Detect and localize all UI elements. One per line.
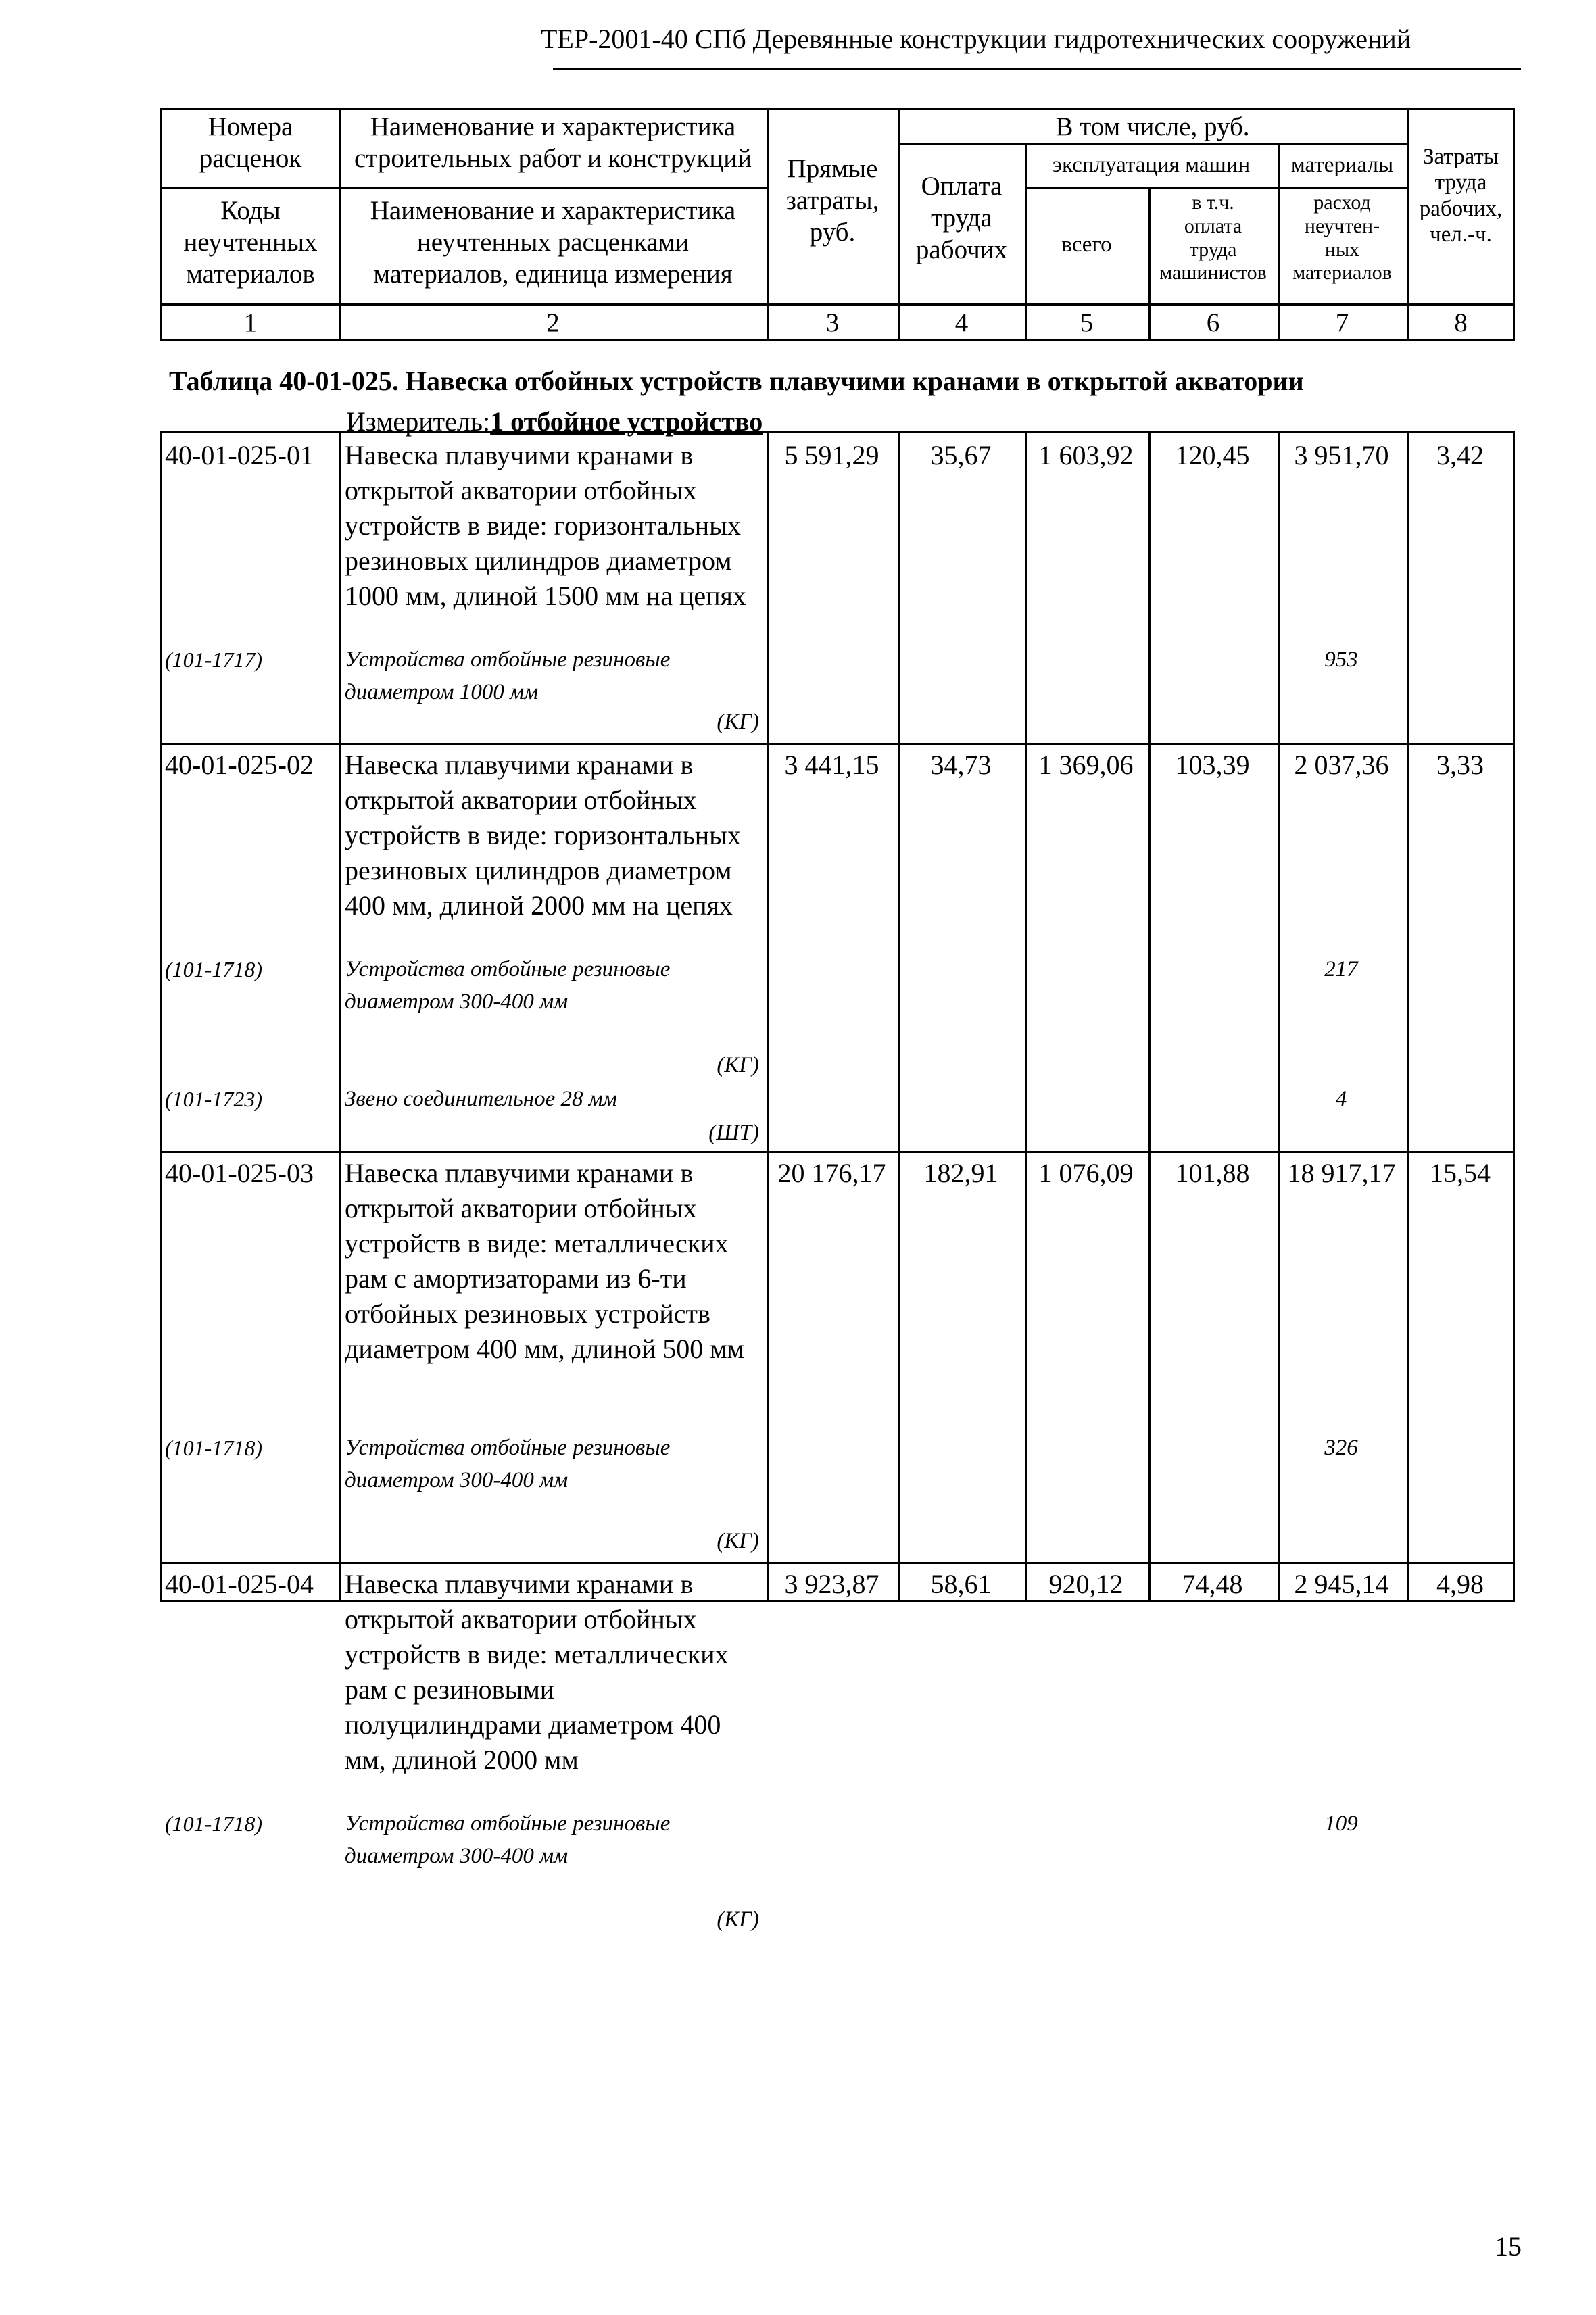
colnum-3: 3 xyxy=(825,308,840,337)
desc-line: Навеска плавучими кранами в xyxy=(345,1158,694,1188)
running-head: ТЕР-2001-40 СПб Деревянные конструкции гидротехнических сооружений xyxy=(541,24,1411,54)
col1-top-line1: Номера xyxy=(208,112,293,141)
material-desc-line: диаметром 300-400 мм xyxy=(345,1468,569,1492)
labor-cost: 182,91 xyxy=(923,1158,998,1188)
machinist-labor-cost: 120,45 xyxy=(1175,440,1250,470)
row-description xyxy=(345,1156,744,1367)
row-description xyxy=(345,748,741,923)
col8-line1: Затраты xyxy=(1422,145,1499,169)
col6-line4: машинистов xyxy=(1159,262,1267,285)
material-unit: (КГ) xyxy=(717,1907,759,1932)
colnum-5: 5 xyxy=(1080,308,1094,337)
desc-line: открытой акватории отбойных xyxy=(345,785,697,815)
material-qty: 109 xyxy=(1324,1811,1358,1836)
col2-bottom-line2: неучтенных расценками xyxy=(416,227,690,257)
desc-line: 1000 мм, длиной 1500 мм на цепях xyxy=(345,581,746,611)
row-code: 40-01-025-03 xyxy=(165,1158,314,1188)
machine-cost: 920,12 xyxy=(1048,1569,1123,1599)
material-desc-line: диаметром 300-400 мм xyxy=(345,990,569,1014)
machine-cost: 1 603,92 xyxy=(1038,440,1134,470)
col1-bottom-line2: неучтенных xyxy=(183,227,318,257)
col6-line2: оплата xyxy=(1184,214,1242,237)
row-code: 40-01-025-02 xyxy=(165,750,314,780)
material-desc-line: Звено соединительное 28 мм xyxy=(345,1087,617,1111)
material-code: (101-1718) xyxy=(165,1436,262,1460)
labor-cost: 34,73 xyxy=(930,750,992,780)
material-unit: (КГ) xyxy=(717,1053,759,1077)
unit-value: 1 отбойное устройство xyxy=(490,406,763,437)
col8-line2: труда xyxy=(1434,170,1487,195)
desc-line: устройств в виде: горизонтальных xyxy=(345,510,741,541)
col1-bottom-line3: материалов xyxy=(186,259,315,289)
labor-hours: 3,33 xyxy=(1436,750,1484,780)
desc-line: мм, длиной 2000 мм xyxy=(345,1745,579,1775)
desc-line: Навеска плавучими кранами в xyxy=(345,1569,694,1599)
machinist-labor-cost: 74,48 xyxy=(1182,1569,1243,1599)
labor-cost: 58,61 xyxy=(930,1569,992,1599)
material-code: (101-1723) xyxy=(165,1087,262,1111)
material-description xyxy=(345,953,670,1018)
table-title: Таблица 40-01-025. Навеска отбойных устройств плавучими кранами в открытой акватории xyxy=(169,366,1304,396)
material-description xyxy=(345,1083,617,1115)
col3-line3: руб. xyxy=(809,217,856,247)
col1-bottom-line1: Коды xyxy=(220,196,281,225)
material-code: (101-1718) xyxy=(165,957,262,981)
material-qty: 217 xyxy=(1324,957,1358,981)
col7-line3: ных xyxy=(1324,238,1360,261)
col2-top-line1: Наименование и характеристика xyxy=(370,112,736,141)
col8-line4: чел.-ч. xyxy=(1430,222,1492,247)
row-description xyxy=(345,438,746,614)
materials-header: материалы xyxy=(1290,153,1394,177)
material-description xyxy=(345,643,670,708)
desc-line: устройств в виде: горизонтальных xyxy=(345,820,741,850)
col7-line4: материалов xyxy=(1292,262,1392,285)
column-header xyxy=(160,108,1515,341)
material-desc-line: Устройства отбойные резиновые xyxy=(345,1811,671,1836)
colnum-7: 7 xyxy=(1335,308,1349,337)
material-desc-line: диаметром 300-400 мм xyxy=(345,1844,569,1868)
colnum-1: 1 xyxy=(243,308,258,337)
colnum-8: 8 xyxy=(1454,308,1468,337)
materials-cost: 18 917,17 xyxy=(1287,1158,1396,1188)
desc-line: 400 мм, длиной 2000 мм на цепях xyxy=(345,890,733,921)
materials-cost: 2 037,36 xyxy=(1294,750,1389,780)
col2-bottom-line3: материалов, единица измерения xyxy=(373,259,733,289)
desc-line: резиновых цилиндров диаметром xyxy=(345,855,732,885)
material-qty: 4 xyxy=(1335,1087,1347,1111)
material-description xyxy=(345,1432,670,1496)
labor-hours: 15,54 xyxy=(1430,1158,1491,1188)
desc-line: открытой акватории отбойных xyxy=(345,1604,697,1634)
col4-line1: Оплата xyxy=(921,172,1002,201)
desc-line: Навеска плавучими кранами в xyxy=(345,750,694,780)
col4-line3: рабочих xyxy=(915,235,1008,264)
material-desc-line: Устройства отбойные резиновые xyxy=(345,648,671,672)
desc-line: устройств в виде: металлических xyxy=(345,1639,729,1670)
machines-header: эксплуатация машин xyxy=(1052,153,1251,177)
material-description xyxy=(345,1807,670,1872)
col3-line2: затраты, xyxy=(785,185,879,215)
labor-hours: 4,98 xyxy=(1436,1569,1484,1599)
unit-label: Измеритель: xyxy=(346,406,491,437)
material-code: (101-1717) xyxy=(165,648,262,672)
materials-cost: 3 951,70 xyxy=(1294,440,1389,470)
colnum-6: 6 xyxy=(1206,308,1220,337)
machine-cost: 1 369,06 xyxy=(1038,750,1134,780)
direct-cost: 20 176,17 xyxy=(777,1158,886,1188)
material-unit: (ШТ) xyxy=(708,1121,759,1145)
row-code: 40-01-025-01 xyxy=(165,440,314,470)
material-code: (101-1718) xyxy=(165,1811,262,1836)
col6-line1: в т.ч. xyxy=(1192,191,1234,214)
desc-line: Навеска плавучими кранами в xyxy=(345,440,694,470)
col7-line1: расход xyxy=(1313,191,1371,214)
desc-line: диаметром 400 мм, длиной 500 мм xyxy=(345,1334,744,1364)
machine-cost: 1 076,09 xyxy=(1038,1158,1134,1188)
row-description xyxy=(345,1567,729,1778)
desc-line: отбойных резиновых устройств xyxy=(345,1298,710,1329)
col7-line2: неучтен- xyxy=(1304,214,1380,237)
labor-cost: 35,67 xyxy=(930,440,992,470)
materials-cost: 2 945,14 xyxy=(1294,1569,1389,1599)
row-code: 40-01-025-04 xyxy=(165,1569,314,1599)
direct-cost: 5 591,29 xyxy=(784,440,879,470)
colnum-4: 4 xyxy=(954,308,969,337)
col4-line2: труда xyxy=(931,203,992,233)
desc-line: рам с резиновыми xyxy=(345,1674,555,1705)
desc-line: полуцилиндрами диаметром 400 xyxy=(345,1709,721,1740)
material-qty: 326 xyxy=(1324,1436,1358,1460)
col5-header: всего xyxy=(1061,233,1112,257)
material-qty: 953 xyxy=(1324,648,1358,672)
labor-hours: 3,42 xyxy=(1436,440,1484,470)
material-unit: (КГ) xyxy=(717,1529,759,1553)
direct-cost: 3 923,87 xyxy=(784,1569,879,1599)
direct-cost: 3 441,15 xyxy=(784,750,879,780)
running-head-rule xyxy=(553,68,1521,70)
col2-bottom-line1: Наименование и характеристика xyxy=(370,196,736,225)
desc-line: открытой акватории отбойных xyxy=(345,1193,697,1223)
colnum-2: 2 xyxy=(546,308,560,337)
material-desc-line: Устройства отбойные резиновые xyxy=(345,957,671,981)
machinist-labor-cost: 101,88 xyxy=(1175,1158,1250,1188)
including-header: В том числе, руб. xyxy=(1055,112,1250,141)
desc-line: открытой акватории отбойных xyxy=(345,475,697,506)
material-unit: (КГ) xyxy=(717,710,759,734)
material-desc-line: Устройства отбойные резиновые xyxy=(345,1436,671,1460)
col2-top-line2: строительных работ и конструкций xyxy=(354,143,752,173)
machinist-labor-cost: 103,39 xyxy=(1175,750,1250,780)
page-number: 15 xyxy=(1495,2231,1522,2262)
col3-line1: Прямые xyxy=(787,154,878,183)
desc-line: устройств в виде: металлических xyxy=(345,1228,729,1259)
material-desc-line: диаметром 1000 мм xyxy=(345,680,539,704)
col6-line3: труда xyxy=(1189,238,1237,261)
col1-top-line2: расценок xyxy=(199,143,302,173)
col8-line3: рабочих, xyxy=(1419,196,1503,221)
desc-line: рам с амортизаторами из 6-ти xyxy=(345,1263,687,1294)
desc-line: резиновых цилиндров диаметром xyxy=(345,545,732,576)
